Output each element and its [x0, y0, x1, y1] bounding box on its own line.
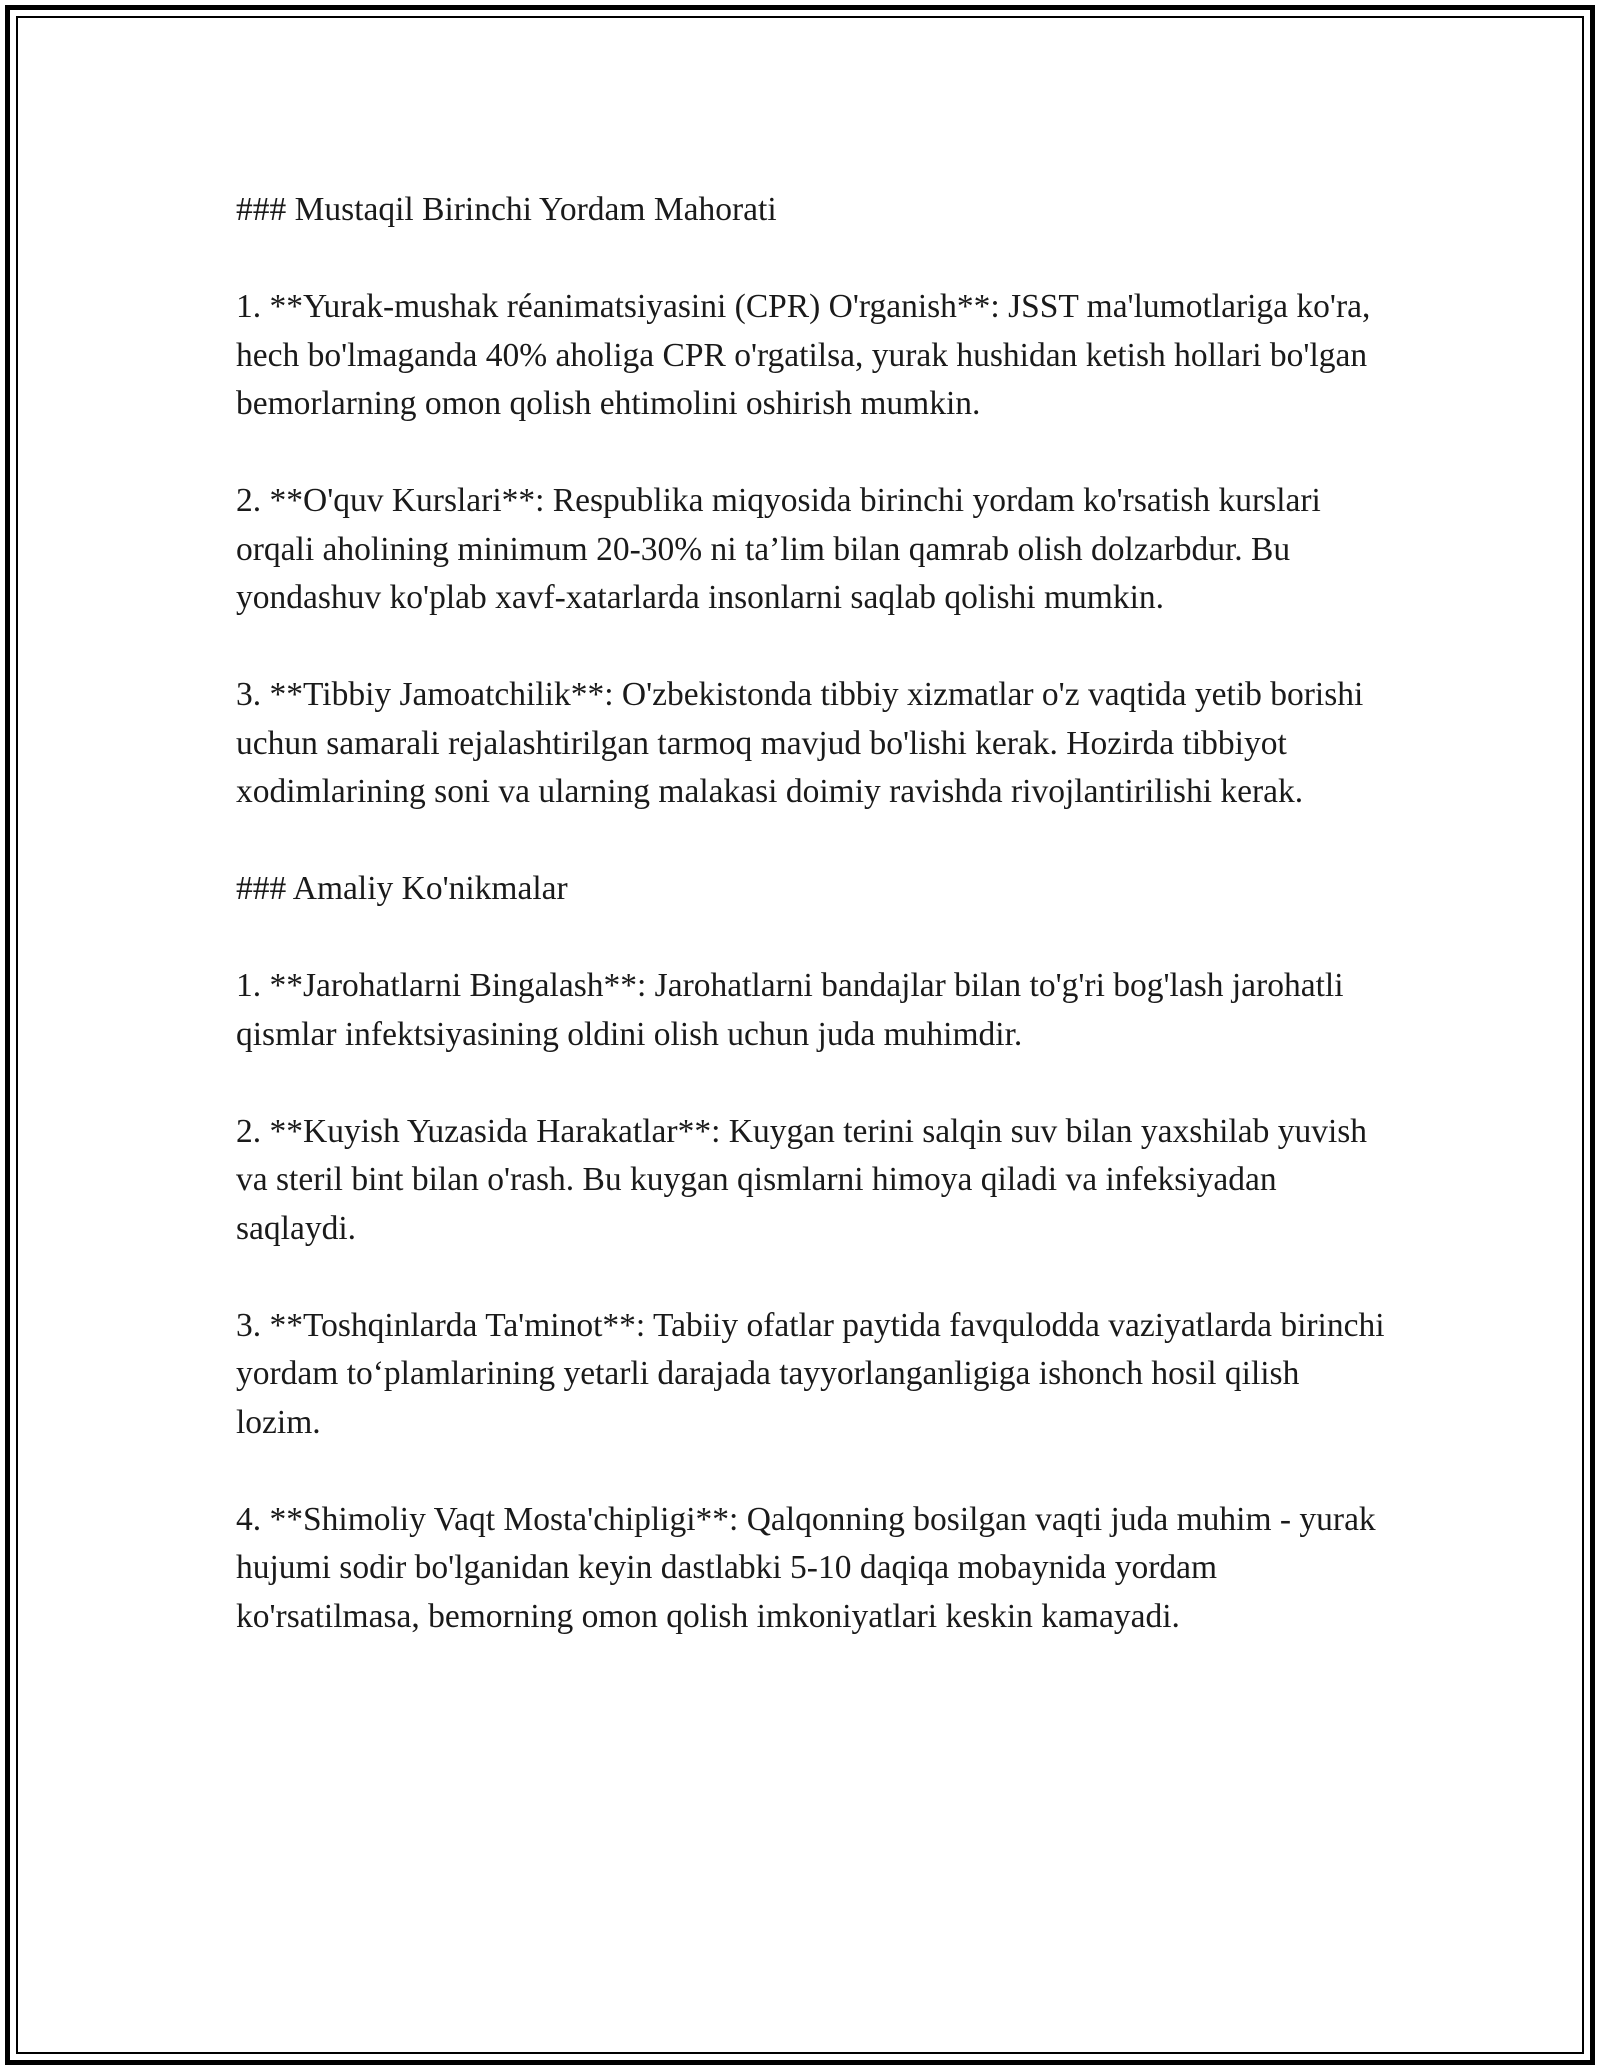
- paragraph-burns: 2. **Kuyish Yuzasida Harakatlar**: Kuygan terini salqin suv bilan yaxshilab yuvish va steril bint bilan o'rash. Bu kuygan qismlarni himoya qiladi va infeksiyadan saqlaydi.: [236, 1112, 1368, 1247]
- section-heading-first-aid: ### Mustaqil Birinchi Yordam Mahorati: [236, 191, 777, 228]
- document-body: [236, 186, 1386, 1641]
- paragraph-medical-community: 3. **Tibbiy Jamoatchilik**: O'zbekistonda tibbiy xizmatlar o'z vaqtida yetib borishi uchun samarali rejalashtirilgan tarmoq mavjud bo'lishi kerak. Hozirda tibbiyot xodimlarining soni va ularning malakasi doimiy ravishda rivojlantirilishi kerak.: [236, 676, 1364, 810]
- paragraph-response-time: 4. **Shimoliy Vaqt Mosta'chipligi**: Qalqonning bosilgan vaqti juda muhim - yurak hujumi sodir bo'lganidan keyin dastlabki 5-10 daqiqa mobaynida yordam ko'rsatilmasa, bemorning omon qolish imkoniyatlari keskin kamayadi.: [236, 1500, 1376, 1635]
- section-heading-practical-skills: ### Amaliy Ko'nikmalar: [236, 870, 568, 907]
- paragraph-training-courses: 2. **O'quv Kurslari**: Respublika miqyosida birinchi yordam ko'rsatish kurslari orqali aholining minimum 20-30% ni ta’lim bilan qamrab olish dolzarbdur. Bu yondashuv ko'plab xavf-xatarlarda insonlarni saqlab qolishi mumkin.: [236, 482, 1321, 616]
- paragraph-cpr: 1. **Yurak-mushak réanimatsiyasini (CPR) O'rganish**: JSST ma'lumotlariga ko'ra, hech bo'lmaganda 40% aholiga CPR o'rgatilsa, yurak hushidan ketish hollari bo'lgan bemorlarning omon qolish ehtimolini oshirish mumkin.: [236, 288, 1371, 422]
- paragraph-flood-supplies: 3. **Toshqinlarda Ta'minot**: Tabiiy ofatlar paytida favqulodda vaziyatlarda birinchi yordam to‘plamlarining yetarli darajada tayyorlanganligiga ishonch hosil qilish lozim.: [236, 1306, 1385, 1441]
- paragraph-bandaging: 1. **Jarohatlarni Bingalash**: Jarohatlarni bandajlar bilan to'g'ri bog'lash jarohatli qismlar infektsiyasining oldini olish uchun juda muhimdir.: [236, 967, 1344, 1053]
